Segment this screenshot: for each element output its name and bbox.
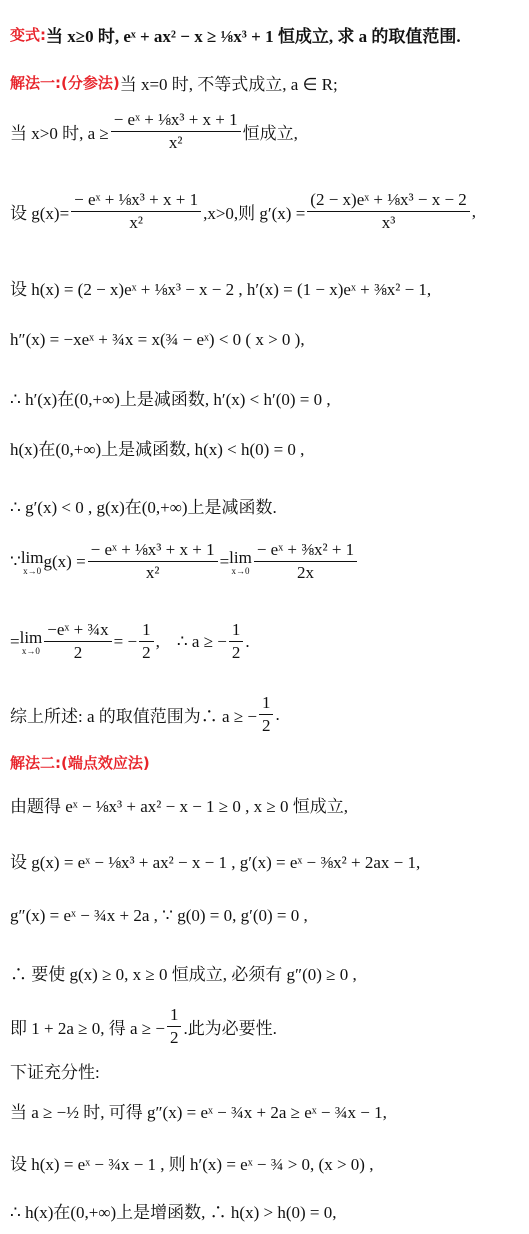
fraction-bar: [259, 714, 274, 715]
numerator: − eˣ + ⅛x³ + x + 1: [113, 110, 238, 129]
text: .: [245, 631, 250, 651]
line-14: 由题得 eˣ − ⅛x³ + ax² − x − 1 ≥ 0 , x ≥ 0 恒成立,: [10, 797, 348, 816]
line-method1: [10, 70, 523, 95]
line-7: ∴ h′(x)在(0,+∞)上是减函数, h′(x) < h′(0) = 0 ,: [10, 390, 331, 409]
numerator: − eˣ + ⅜x² + 1: [256, 540, 355, 559]
text: , ∴ a ≥ −: [155, 631, 227, 651]
text: .: [275, 704, 280, 724]
text: 综上所述: a 的取值范围为∴ a ≥ −: [10, 707, 257, 726]
fraction: [44, 620, 111, 663]
line-22: ∴ h(x)在(0,+∞)上是增函数, ∴ h(x) > h(0) = 0,: [10, 1203, 337, 1222]
problem-text: 当 x≥0 时, eˣ + ax² − x ≥ ⅛x³ + 1 恒成立, 求 a 的取值范围.: [46, 27, 461, 46]
line-problem: [10, 22, 523, 47]
fraction: [111, 110, 241, 153]
fraction-bar: [71, 211, 201, 212]
numerator: − eˣ + ⅛x³ + x + 1: [74, 190, 199, 209]
line-10: [10, 540, 523, 583]
fraction-bar: [88, 561, 218, 562]
line-9: ∴ g′(x) < 0 , g(x)在(0,+∞)上是减函数.: [10, 498, 277, 517]
lim-sub: x→0: [21, 645, 40, 656]
lim-sub: x→0: [231, 565, 250, 576]
fraction-bar: [139, 641, 154, 642]
method2-label: 解法二:(端点效应法): [10, 754, 150, 772]
denominator: 2: [73, 643, 83, 662]
fraction: [88, 540, 218, 583]
denominator: 2: [142, 643, 151, 662]
line-15: 设 g(x) = eˣ − ⅛x³ + ax² − x − 1 , g′(x) = eˣ − ⅜x² + 2ax − 1,: [10, 853, 421, 872]
line-4: [10, 190, 523, 233]
fraction-bar: [229, 641, 244, 642]
numerator: −eˣ + ¾x: [47, 620, 109, 639]
line-6: h″(x) = −xeˣ + ¾x = x(¾ − eˣ) < 0 ( x > 0 ),: [10, 330, 305, 349]
fraction-bar: [307, 211, 469, 212]
text: 恒成立,: [242, 124, 298, 143]
method1-text: 当 x=0 时, 不等式成立, a ∈ R;: [119, 75, 338, 94]
denominator: 2x: [297, 563, 314, 582]
fraction: [254, 540, 357, 583]
line-17: ∴ 要使 g(x) ≥ 0, x ≥ 0 恒成立, 必须有 g″(0) ≥ 0 ,: [10, 965, 357, 984]
denominator: 2: [231, 643, 241, 662]
text: 即 1 + 2a ≥ 0, 得 a ≥ −: [10, 1019, 165, 1038]
denominator: x²: [168, 133, 183, 152]
numerator: − eˣ + ⅛x³ + x + 1: [90, 540, 215, 559]
line-5: 设 h(x) = (2 − x)eˣ + ⅛x³ − x − 2 , h′(x) = (1 − x)eˣ + ⅜x² − 1,: [10, 280, 432, 299]
line-16: g″(x) = eˣ − ¾x + 2a , ∵ g(0) = 0, g′(0) = 0 ,: [10, 906, 308, 925]
lim-word: lim: [229, 547, 252, 567]
fraction-bar: [111, 131, 241, 132]
text: .此为必要性.: [183, 1019, 277, 1038]
text: 当 x>0 时, a ≥: [10, 124, 109, 143]
method1-label: 解法一:(分参法): [10, 74, 120, 92]
denominator: x²: [129, 213, 143, 232]
line-12: [10, 693, 523, 736]
numerator: 1: [169, 1005, 179, 1024]
line-8: h(x)在(0,+∞)上是减函数, h(x) < h(0) = 0 ,: [10, 440, 305, 459]
limit: [21, 548, 44, 576]
fraction-bar: [167, 1026, 182, 1027]
limit: [20, 628, 43, 656]
text: g(x) =: [43, 551, 86, 571]
fraction: [71, 190, 201, 233]
line-18: [10, 1005, 523, 1048]
limit: [229, 548, 252, 576]
fraction-bar: [44, 641, 111, 642]
lim-sub: x→0: [23, 565, 42, 576]
line-20: 当 a ≥ −½ 时, 可得 g″(x) = eˣ − ¾x + 2a ≥ eˣ − ¾x − 1,: [10, 1103, 387, 1122]
line-21: 设 h(x) = eˣ − ¾x − 1 , 则 h′(x) = eˣ − ¾ > 0, (x > 0) ,: [10, 1155, 374, 1174]
denominator: x²: [145, 563, 160, 582]
denominator: 2: [169, 1028, 179, 1047]
fraction-bar: [254, 561, 357, 562]
text: ,x>0,则 g′(x) =: [203, 204, 306, 223]
problem-label: 变式:: [10, 26, 46, 44]
line-3: [10, 110, 523, 153]
fraction: [307, 190, 469, 233]
text: ∵: [10, 551, 21, 571]
numerator: 1: [231, 620, 241, 639]
fraction: [229, 620, 244, 663]
numerator: 1: [142, 620, 151, 639]
denominator: 2: [261, 716, 271, 735]
numerator: 1: [261, 693, 271, 712]
text: 设 g(x)=: [10, 204, 70, 223]
fraction: [139, 620, 154, 663]
text: =: [10, 631, 20, 651]
denominator: x³: [381, 213, 396, 232]
line-19: 下证充分性:: [10, 1063, 100, 1082]
fraction: [167, 1005, 182, 1048]
text: = −: [113, 631, 138, 651]
lim-word: lim: [20, 547, 44, 567]
fraction: [259, 693, 274, 736]
text: =: [219, 551, 230, 571]
line-11: [10, 620, 523, 663]
lim-word: lim: [19, 627, 43, 647]
numerator: (2 − x)eˣ + ⅛x³ − x − 2: [310, 190, 467, 209]
text: ,: [471, 201, 477, 221]
